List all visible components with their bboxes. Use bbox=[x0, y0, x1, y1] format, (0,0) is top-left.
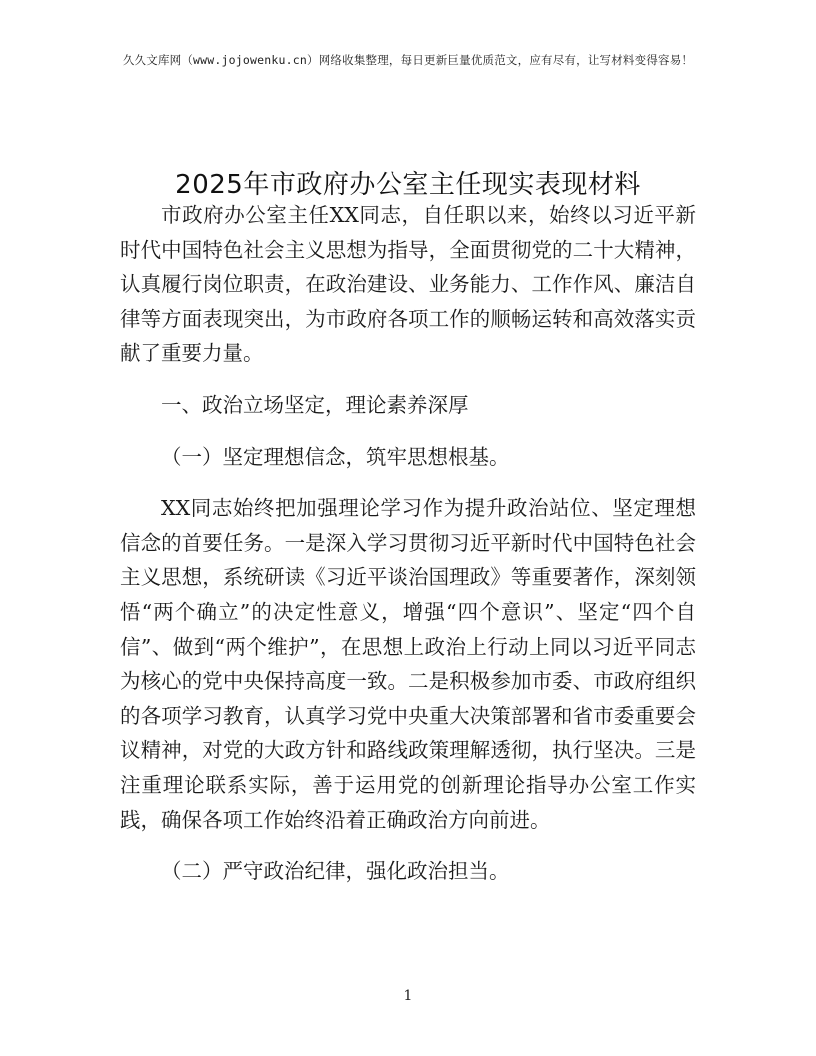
header-note: 久久文库网（www.jojowenku.cn）网络收集整理，每日更新巨量优质范文，应有尽有，让写材料变得容易！ bbox=[122, 53, 694, 67]
page-number: 1 bbox=[403, 988, 413, 1004]
section-heading: 一、政治立场坚定，理论素养深厚 bbox=[161, 392, 469, 417]
body-paragraph: XX同志始终把加强理论学习作为提升政治站位、坚定理想信念的首要任务。一是深入学习贯彻习近平新时代中国特色社会主义思想，系统研读《习近平谈治国理政》等重要著作，深刻领悟“两个确立”的决定性意义，增强“四个意识”、坚定“四个自信”、做到“两个维护”，在思想上政治上行动上同以习近平同志为核心的党中央保持高度一致。二是积极参加市委、市政府组织的各项学习教育，认真学习党中央重大决策部署和省市委重要会议精神，对党的大政方针和路线政策理解透彻，执行坚决。三是注重理论联系实际，善于运用党的创新理论指导办公室工作实践，确保各项工作始终沿着正确政治方向前进。 bbox=[120, 496, 696, 832]
intro-paragraph: 市政府办公室主任XX同志，自任职以来，始终以习近平新时代中国特色社会主义思想为指导，全面贯彻党的二十大精神，认真履行岗位职责，在政治建设、业务能力、工作作风、廉洁自律等方面表现突出，为市政府各项工作的顺畅运转和高效落实贡献了重要力量。 bbox=[120, 203, 696, 366]
subsection-heading: （一）坚定理想信念，筑牢思想根基。 bbox=[161, 444, 510, 469]
page-title: 2025年市政府办公室主任现实表现材料 bbox=[175, 170, 641, 201]
subsection-heading: （二）严守政治纪律，强化政治担当。 bbox=[161, 859, 510, 884]
document-body bbox=[120, 198, 696, 889]
